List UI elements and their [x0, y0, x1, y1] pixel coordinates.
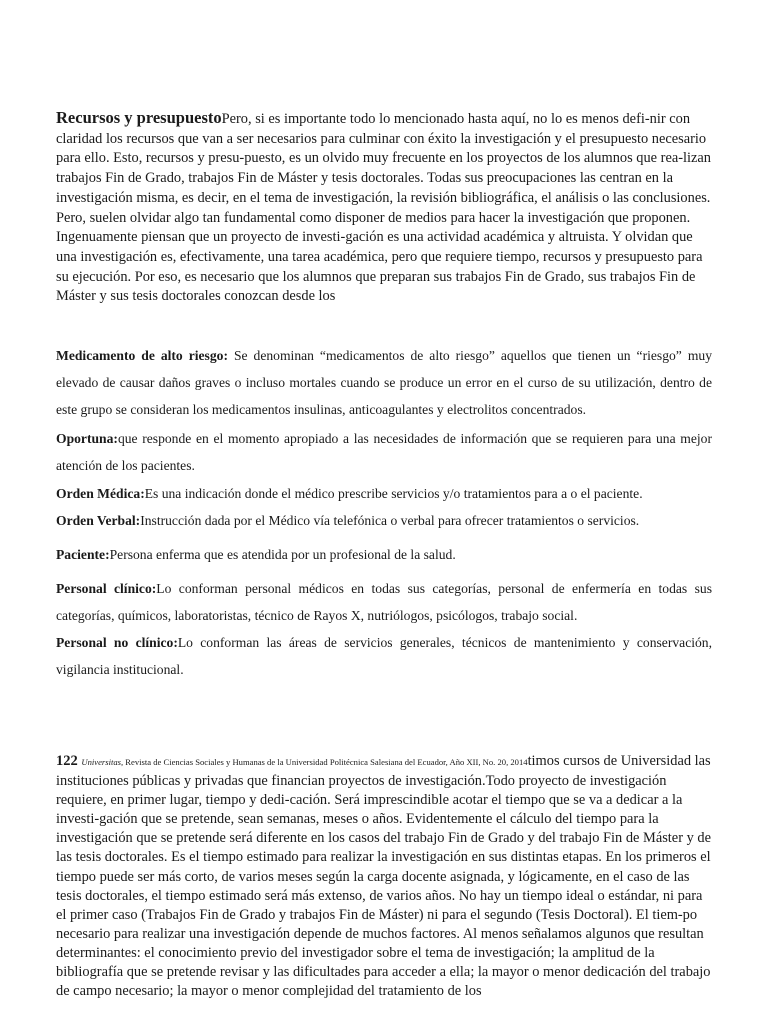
definition-text: que responde en el momento apropiado a las necesidades de información que se requieren para una mejor atención de los pacientes.	[56, 431, 712, 473]
definition-term: Oportuna:	[56, 431, 118, 446]
section-heading: Recursos y presupuesto	[56, 108, 222, 127]
definition-term: Medicamento de alto riesgo:	[56, 348, 228, 363]
definition-paciente	[56, 541, 712, 568]
section-body: timos cursos de Universidad las instituciones públicas y privadas que financian proyectos de investigación.Todo proyecto de investigación requiere, en primer lugar, tiempo y dedi-cación. Será imprescindible acotar el tiempo que se va a dedicar a la investi-gación que se pretende, sean semanas, meses o años. Evidentemente el cálculo del tiempo para la investigación que se pretende será diferente en los casos del trabajo Fin de Grado y del trabajo Fin de Máster y de las tesis doctorales. Es el tiempo estimado para realizar la investigación en sus distintas etapas. En los primeros el tiempo puede ser más corto, de varios meses según la carga docente asignada, y lógicamente, en el caso de las tesis doctorales, el tiempo estimado será más extenso, de varios años. No hay un tiempo ideal o estándar, ni para el primer caso (Trabajos Fin de Grado y trabajos Fin de Máster) ni para el segundo (Tesis Doctoral). El tiem-po necesario para realizar una investigación depende de muchos factores. Al menos señalamos algunos que resultan determinantes: el conocimiento previo del investigador sobre el tema de investigación; la amplitud de la bibliografía que se pretende revisar y las dificultades para acceder a ella; la mayor o menor dedicación del trabajo de campo necesario; la mayor o menor complejidad del tratamiento de los	[56, 753, 711, 1000]
journal-citation	[81, 757, 527, 767]
definition-orden-medica	[56, 480, 712, 507]
definition-oportuna	[56, 425, 712, 479]
definitions-list	[56, 342, 712, 683]
journal-title: Universitas,	[81, 757, 124, 767]
definition-term: Personal no clínico:	[56, 635, 178, 650]
definition-term: Paciente:	[56, 547, 110, 562]
definition-medicamento	[56, 342, 712, 423]
definition-personal-clinico	[56, 575, 712, 629]
page-number: 122	[56, 753, 78, 769]
definition-personal-no-clinico	[56, 629, 712, 683]
definition-term: Personal clínico:	[56, 581, 157, 596]
definition-text: Lo conforman las áreas de servicios generales, técnicos de mantenimiento y conservación, vigilancia institucional.	[56, 635, 712, 677]
definition-orden-verbal	[56, 507, 712, 534]
journal-details: Revista de Ciencias Sociales y Humanas de la Universidad Politécnica Salesiana del Ecuador, Año XII, No. 20, 2014	[123, 757, 528, 767]
section-recursos	[56, 108, 712, 307]
definition-text: Es una indicación donde el médico prescribe servicios y/o tratamientos para a o el paciente.	[144, 486, 643, 501]
definition-text: Instrucción dada por el Médico vía telefónica o verbal para ofrecer tratamientos o servicios.	[140, 513, 640, 528]
definition-term: Orden Verbal:	[56, 513, 141, 528]
definition-text: Lo conforman personal médicos en todas sus categorías, personal de enfermería en todas sus categorías, químicos, laboratoristas, técnico de Rayos X, nutriólogos, psicólogos, trabajo social.	[56, 581, 713, 623]
definition-text: Se denominan “medicamentos de alto riesgo” aquellos que tienen un “riesgo” muy elevado de causar daños graves o incluso mortales cuando se produce un error en el curso de su utilización, dentro de este grupo se consideran los medicamentos insulinas, anticoagulantes y electrolitos concentrados.	[56, 348, 712, 417]
section-tiempo	[56, 752, 712, 1001]
definition-term: Orden Médica:	[56, 486, 145, 501]
definition-text: Persona enferma que es atendida por un profesional de la salud.	[109, 547, 456, 562]
section-body: Pero, si es importante todo lo mencionado hasta aquí, no lo es menos defi-nir con claridad los recursos que van a ser necesarios para culminar con éxito la investigación y el presupuesto necesario para ello. Esto, recursos y presu-puesto, es un olvido muy frecuente en los proyectos de los alumnos que rea-lizan trabajos Fin de Grado, trabajos Fin de Máster y tesis doctorales. Todas sus preocupaciones las centran en la investigación misma, es decir, en el tema de investigación, la revisión bibliográfica, el análisis o las conclusiones. Pero, suelen olvidar algo tan fundamental como disponer de medios para hacer la investigación que proponen. Ingenuamente piensan que un proyecto de investi-gación es una actividad académica y altruista. Y olvidan que una investigación es, efectivamente, una tarea académica, pero que requiere tiempo, recursos y presupuesto para su ejecución. Por eso, es necesario que los alumnos que preparan sus trabajos Fin de Grado, sus trabajos Fin de Máster y sus tesis doctorales conozcan desde los	[56, 111, 711, 305]
